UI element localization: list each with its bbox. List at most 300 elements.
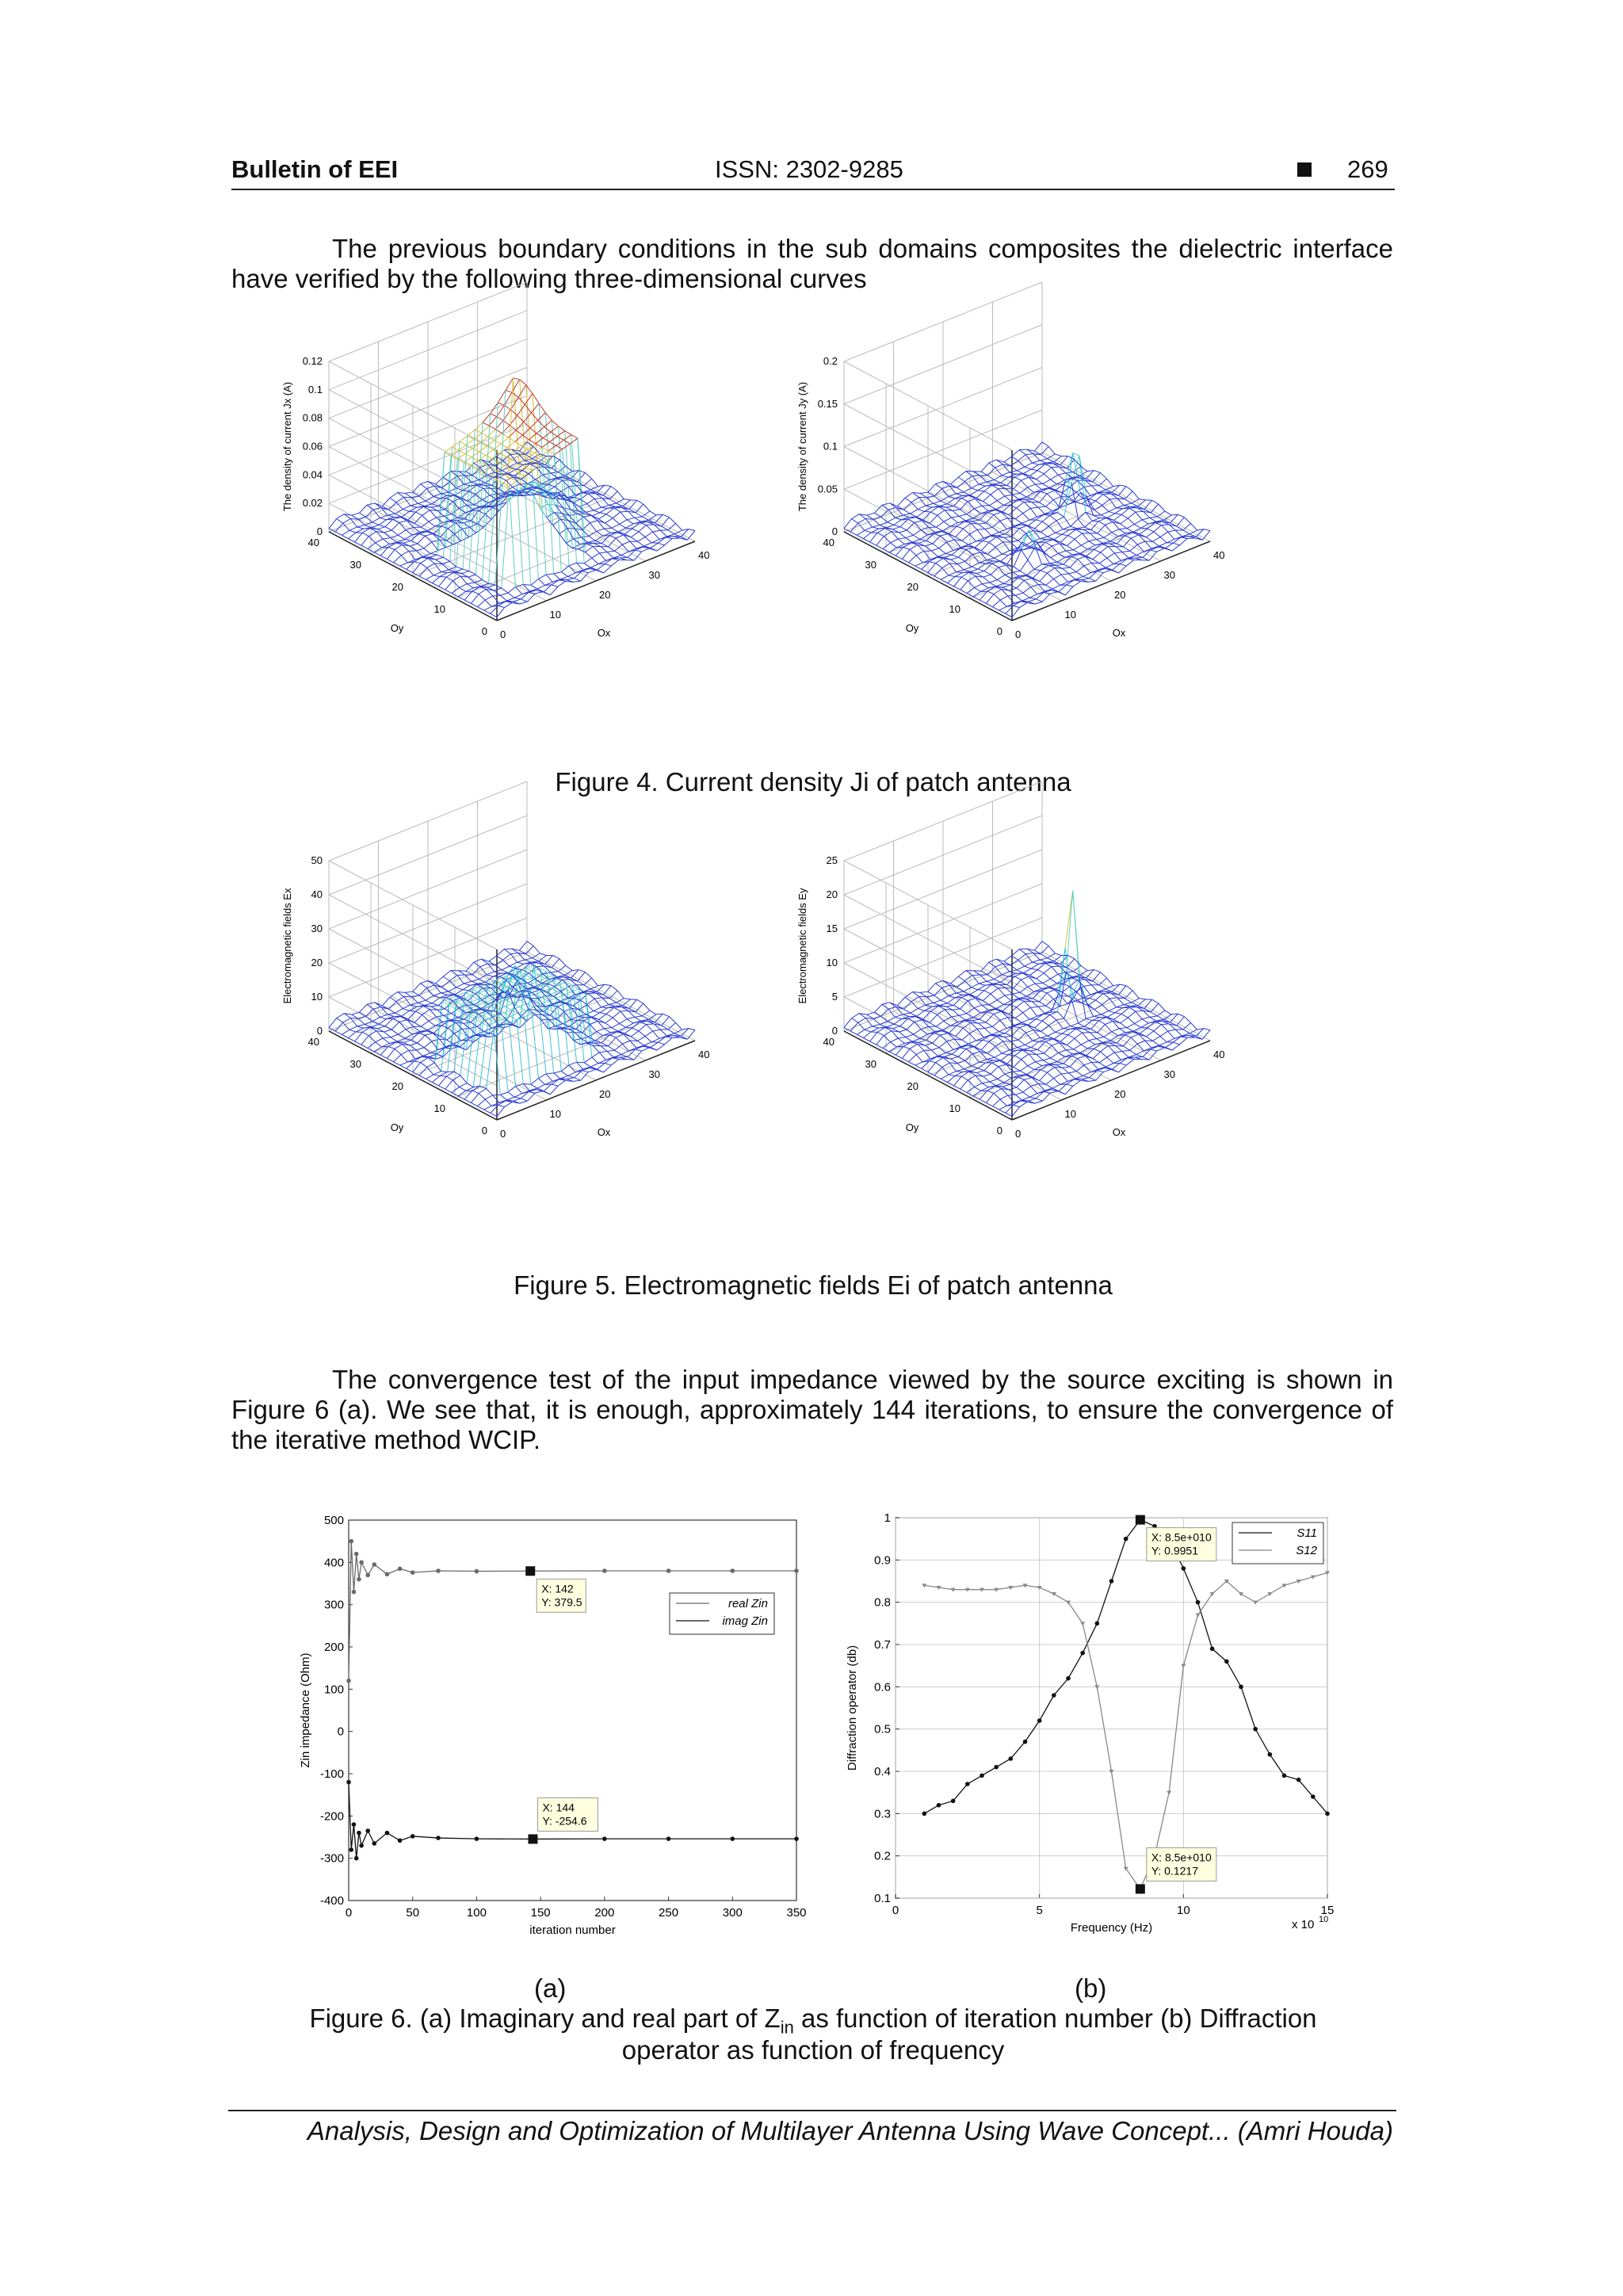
mesh-line xyxy=(544,585,552,592)
mesh-line xyxy=(850,1022,858,1031)
mesh-line xyxy=(956,991,964,993)
mesh-line xyxy=(441,1028,449,1036)
mesh-line xyxy=(599,1052,605,1060)
mesh-line xyxy=(1107,514,1115,518)
mesh-line xyxy=(1032,460,1040,463)
mesh-line xyxy=(419,576,426,579)
mesh-line xyxy=(934,489,942,496)
mesh-line xyxy=(565,431,571,435)
mesh-line xyxy=(947,998,955,1003)
mesh-line xyxy=(956,492,964,494)
z-tick-label: 40 xyxy=(311,888,323,900)
mesh-line xyxy=(951,1015,959,1017)
mesh-line xyxy=(957,1069,964,1072)
mesh-line xyxy=(426,996,433,1001)
mesh-line xyxy=(931,551,938,556)
mesh-line xyxy=(609,1005,615,1007)
mesh-line xyxy=(616,1037,622,1044)
mesh-line xyxy=(941,497,949,502)
mesh-line xyxy=(993,607,999,610)
mesh-line xyxy=(971,523,977,529)
mesh-line xyxy=(1042,1014,1050,1021)
mesh-line xyxy=(460,1047,466,1050)
mesh-line xyxy=(1127,525,1135,529)
mesh-line xyxy=(903,547,910,549)
mesh-line xyxy=(621,512,627,520)
y-tick-label: 40 xyxy=(307,1036,319,1048)
z-tick-label: 0.08 xyxy=(302,411,323,424)
mesh-line xyxy=(990,1000,998,1005)
mesh-line xyxy=(416,512,422,515)
mesh-line xyxy=(888,507,896,510)
mesh-line xyxy=(585,972,591,977)
mesh-line xyxy=(1028,1062,1036,1066)
mesh-line xyxy=(581,499,587,504)
mesh-line xyxy=(1020,560,1028,571)
mesh-line xyxy=(963,529,969,534)
mesh-line xyxy=(979,484,985,486)
mesh-line xyxy=(1013,1071,1021,1072)
mesh-line xyxy=(1045,542,1052,546)
mesh-line xyxy=(873,525,880,526)
mesh-line xyxy=(505,1102,513,1106)
mesh-line xyxy=(1046,579,1054,586)
mesh-line xyxy=(1100,472,1106,478)
mesh-line xyxy=(460,1075,467,1083)
mesh-line xyxy=(478,1099,486,1106)
mesh-line xyxy=(953,498,961,506)
mesh-line xyxy=(419,988,427,995)
mesh-line xyxy=(1041,571,1047,574)
mesh-line xyxy=(605,518,613,523)
mesh-line xyxy=(911,514,917,517)
mesh-line xyxy=(426,497,433,502)
mesh-line xyxy=(940,1003,948,1006)
mesh-line xyxy=(960,502,968,510)
mesh-line xyxy=(335,523,343,532)
mesh-line xyxy=(476,527,484,533)
mesh-line xyxy=(518,385,526,398)
mesh-line xyxy=(1012,450,1020,457)
y-tick-label: 0 xyxy=(481,625,487,637)
mesh-line xyxy=(616,1034,624,1037)
mesh-line xyxy=(1107,1013,1115,1018)
mesh-line xyxy=(514,594,522,598)
mesh-line xyxy=(438,498,446,506)
mesh-line xyxy=(407,1068,413,1072)
mesh-line xyxy=(440,572,448,576)
mesh-line xyxy=(377,527,385,529)
mesh-line xyxy=(588,541,596,542)
mesh-line xyxy=(383,538,391,539)
mesh-line xyxy=(544,1091,550,1095)
mesh-line xyxy=(337,519,343,524)
mesh-line xyxy=(888,518,896,521)
mesh-line xyxy=(1028,520,1036,525)
mesh-line xyxy=(1056,1018,1064,1020)
mesh-line xyxy=(368,543,376,549)
mesh-line xyxy=(976,576,982,584)
mesh-line xyxy=(514,598,521,599)
mesh-line xyxy=(915,1020,922,1022)
mesh-line xyxy=(432,1083,438,1086)
mesh-line xyxy=(567,1072,575,1076)
mesh-line xyxy=(329,1018,337,1028)
mesh-line xyxy=(382,1046,388,1047)
mesh-line xyxy=(1119,529,1125,533)
mesh-line xyxy=(357,525,365,526)
mesh-line xyxy=(369,537,375,543)
mesh-line xyxy=(425,1035,431,1041)
mesh-line xyxy=(891,539,899,543)
mesh-line xyxy=(421,558,429,563)
mesh-line xyxy=(552,982,558,985)
mesh-line xyxy=(975,587,981,591)
mesh-line xyxy=(1063,529,1069,530)
mesh-line xyxy=(676,523,682,530)
mesh-line xyxy=(1014,980,1022,988)
mesh-line xyxy=(566,965,572,970)
mesh-line xyxy=(918,1040,926,1042)
mesh-line xyxy=(1144,500,1152,509)
y-tick-label: 30 xyxy=(349,559,361,571)
mesh-line xyxy=(999,489,1005,496)
mesh-line xyxy=(676,1022,682,1030)
mesh-line xyxy=(607,1050,615,1051)
mesh-line xyxy=(952,555,958,557)
mesh-line xyxy=(888,522,894,525)
mesh-line xyxy=(388,510,395,514)
mesh-line xyxy=(1119,1028,1127,1029)
mesh-line xyxy=(876,1036,884,1045)
mesh-line xyxy=(940,534,948,536)
mesh-line xyxy=(541,1019,549,1020)
mesh-line xyxy=(865,527,873,530)
z-tick-label: 0 xyxy=(316,1025,323,1037)
mesh-line xyxy=(899,530,907,533)
mesh-line xyxy=(606,514,613,518)
mesh-line xyxy=(1022,1054,1029,1060)
mesh-line xyxy=(1069,574,1075,579)
mesh-line xyxy=(1086,1016,1094,1018)
mesh-line xyxy=(1152,537,1160,542)
mesh-line xyxy=(615,1006,621,1007)
mesh-line xyxy=(1101,1011,1109,1014)
mesh-line xyxy=(619,520,627,525)
y-axis-label: Oy xyxy=(390,622,404,634)
mesh-line xyxy=(997,995,1005,1000)
mesh-line xyxy=(978,486,986,491)
z-tick-label: 0.02 xyxy=(302,497,323,510)
mesh-line xyxy=(970,1068,978,1071)
mesh-line xyxy=(637,1041,643,1045)
mesh-line xyxy=(395,1009,403,1014)
mesh-line xyxy=(604,528,612,529)
mesh-line xyxy=(606,508,614,514)
mesh-line xyxy=(978,563,986,569)
mesh-line xyxy=(1125,536,1131,538)
mesh-line xyxy=(991,533,999,536)
mesh-line xyxy=(877,533,884,536)
mesh-line xyxy=(1028,984,1036,987)
mesh-line xyxy=(379,1019,387,1025)
mesh-line xyxy=(573,499,581,502)
mesh-line xyxy=(484,606,492,610)
mesh-line xyxy=(909,556,917,563)
mesh-line xyxy=(379,520,387,525)
mesh-line xyxy=(460,584,468,588)
mesh-line xyxy=(1024,579,1032,580)
mesh-line xyxy=(897,547,903,548)
mesh-line xyxy=(537,966,544,967)
x-tick-label: 20 xyxy=(599,1088,611,1100)
mesh-line xyxy=(398,535,404,539)
mesh-line xyxy=(630,1041,636,1048)
mesh-line xyxy=(1083,573,1090,577)
mesh-line xyxy=(550,1086,558,1095)
mesh-line xyxy=(967,587,975,593)
mesh-line xyxy=(992,1020,1000,1026)
mesh-line xyxy=(663,1014,669,1016)
mesh-line xyxy=(1089,540,1097,541)
mesh-line xyxy=(637,500,643,504)
mesh-line xyxy=(474,962,480,967)
mesh-line xyxy=(888,1017,896,1021)
mesh-line xyxy=(627,1017,635,1019)
mesh-line xyxy=(1044,590,1051,591)
mesh-line xyxy=(560,1029,567,1033)
mesh-line xyxy=(968,1075,976,1080)
mesh-line xyxy=(1075,529,1082,533)
mesh-line xyxy=(1021,976,1029,980)
mesh-line xyxy=(1037,471,1044,474)
mesh-line xyxy=(401,556,407,563)
mesh-line xyxy=(520,1021,528,1028)
mesh-line xyxy=(479,446,487,452)
mesh-line xyxy=(540,968,547,972)
mesh-line xyxy=(561,1072,567,1076)
mesh-line xyxy=(903,515,909,518)
mesh-line xyxy=(1103,495,1109,499)
mesh-line xyxy=(958,472,966,478)
mesh-line xyxy=(669,1017,675,1023)
mesh-line xyxy=(1151,504,1159,513)
mesh-line xyxy=(871,529,879,533)
mesh-line xyxy=(655,1014,663,1022)
mesh-line xyxy=(472,452,479,457)
mesh-line xyxy=(413,984,421,992)
mesh-line xyxy=(418,503,424,506)
mesh-line xyxy=(432,998,440,1003)
mesh-line xyxy=(1010,585,1017,588)
mesh-line xyxy=(601,505,609,507)
mesh-line xyxy=(892,1026,900,1029)
mesh-line xyxy=(550,1015,556,1019)
mesh-line xyxy=(1184,518,1190,524)
mesh-line xyxy=(426,1079,432,1082)
mesh-line xyxy=(984,563,992,571)
mesh-line xyxy=(918,541,926,543)
mesh-line xyxy=(464,600,471,603)
mesh-line xyxy=(1047,491,1055,494)
y-axis-label: Oy xyxy=(390,1121,404,1133)
mesh-line xyxy=(405,492,413,493)
mesh-line xyxy=(387,1049,395,1058)
mesh-line xyxy=(491,414,497,417)
mesh-line xyxy=(1107,479,1113,487)
mesh-line xyxy=(485,514,491,520)
mesh-line xyxy=(503,960,510,966)
mesh-line xyxy=(1013,527,1019,528)
mesh-line xyxy=(1040,573,1048,581)
mesh-line xyxy=(1114,553,1121,560)
mesh-line xyxy=(876,537,884,546)
mesh-line xyxy=(1004,1078,1012,1083)
mesh-line xyxy=(1028,560,1034,570)
mesh-line xyxy=(387,559,393,562)
mesh-line xyxy=(1142,520,1148,524)
mesh-line xyxy=(329,519,337,529)
mesh-line xyxy=(569,487,575,495)
mesh-line xyxy=(1098,492,1104,493)
mesh-line xyxy=(1034,942,1042,951)
mesh-line xyxy=(925,1043,933,1045)
mesh-line xyxy=(611,560,619,566)
mesh-line xyxy=(984,571,991,575)
mesh-line xyxy=(1135,557,1143,558)
mesh-line xyxy=(359,505,367,513)
mesh-line xyxy=(538,575,546,579)
mesh-line xyxy=(1204,529,1210,531)
mesh-line xyxy=(920,991,928,992)
mesh-line xyxy=(929,562,935,563)
mesh-line xyxy=(443,976,449,980)
mesh-line xyxy=(433,575,440,577)
mesh-line xyxy=(1025,541,1033,545)
mesh-line xyxy=(509,1023,515,1087)
mesh-line xyxy=(1004,956,1012,961)
mesh-line xyxy=(1015,595,1022,601)
mesh-line xyxy=(545,413,552,421)
mesh-line xyxy=(1028,1019,1036,1025)
mesh-line xyxy=(566,543,572,548)
mesh-line xyxy=(530,464,537,467)
mesh-line xyxy=(645,532,653,537)
mesh-line xyxy=(1052,467,1060,468)
mesh-line xyxy=(997,496,1005,501)
mesh-line xyxy=(597,570,603,573)
mesh-line xyxy=(418,1000,426,1003)
mesh-line xyxy=(590,1021,598,1024)
mesh-line xyxy=(359,513,365,517)
mesh-line xyxy=(1064,999,1072,1018)
mesh-line xyxy=(489,426,495,430)
mesh-line xyxy=(1106,564,1113,567)
mesh-line xyxy=(348,539,354,542)
mesh-line xyxy=(469,469,477,571)
mesh-line xyxy=(973,597,980,600)
x-axis-line xyxy=(497,1041,695,1120)
mesh-line xyxy=(953,510,959,516)
mesh-line xyxy=(463,990,469,991)
z-tick-label: 0.05 xyxy=(817,483,838,495)
x-tick-label: 20 xyxy=(599,589,611,601)
mesh-line xyxy=(1103,570,1111,572)
mesh-line xyxy=(989,537,997,542)
mesh-line xyxy=(554,1072,562,1073)
mesh-line xyxy=(1048,454,1056,459)
mesh-line xyxy=(388,515,394,518)
mesh-line xyxy=(497,949,505,956)
mesh-line xyxy=(1115,514,1121,515)
mesh-line xyxy=(1076,566,1084,572)
mesh-line xyxy=(385,1026,391,1030)
mesh-line xyxy=(975,584,983,588)
x-tick-label: 0 xyxy=(500,628,506,640)
mesh-line xyxy=(935,980,943,983)
mesh-line xyxy=(1023,469,1031,473)
mesh-line xyxy=(1103,543,1109,544)
mesh-line xyxy=(1098,521,1105,525)
mesh-line xyxy=(999,610,1006,613)
mesh-line xyxy=(964,492,970,495)
mesh-line xyxy=(1049,562,1057,563)
mesh-line xyxy=(651,543,659,548)
mesh-line xyxy=(604,529,610,533)
mesh-line xyxy=(863,1032,871,1038)
mesh-line xyxy=(603,487,611,496)
mesh-line xyxy=(512,392,518,397)
mesh-line xyxy=(578,472,586,482)
mesh-line xyxy=(465,476,472,482)
z-tick-label: 0 xyxy=(316,525,323,537)
mesh-line xyxy=(1005,496,1011,502)
mesh-line xyxy=(540,953,546,956)
figure5-left-plot xyxy=(281,854,792,1236)
mesh-line xyxy=(986,594,994,604)
mesh-line xyxy=(1068,1029,1076,1034)
mesh-line xyxy=(1023,514,1029,521)
mesh-line xyxy=(1062,1030,1070,1034)
mesh-line xyxy=(551,472,559,473)
mesh-line xyxy=(1009,1007,1017,1014)
mesh-line xyxy=(365,1024,371,1026)
mesh-line xyxy=(1031,964,1039,968)
z-tick-label: 0.1 xyxy=(307,383,323,395)
mesh-line xyxy=(1119,566,1127,573)
mesh-line xyxy=(1091,486,1098,493)
mesh-line xyxy=(959,516,965,521)
mesh-line xyxy=(431,1006,439,1007)
mesh-line xyxy=(479,589,487,594)
mesh-line xyxy=(452,1087,460,1092)
mesh-line xyxy=(1006,489,1012,495)
mesh-line xyxy=(1114,552,1122,553)
mesh-line xyxy=(1152,541,1159,546)
mesh-line xyxy=(994,594,1000,601)
mesh-line xyxy=(464,981,472,984)
mesh-line xyxy=(1066,472,1074,473)
x-tick-label: 10 xyxy=(549,609,561,621)
mesh-line xyxy=(609,536,616,538)
mesh-line xyxy=(369,1031,376,1036)
mesh-line xyxy=(1108,546,1114,553)
mesh-line xyxy=(968,576,976,581)
mesh-line xyxy=(968,998,976,1000)
mesh-line xyxy=(396,497,404,502)
mesh-line xyxy=(374,552,380,556)
mesh-line xyxy=(448,1022,456,1028)
